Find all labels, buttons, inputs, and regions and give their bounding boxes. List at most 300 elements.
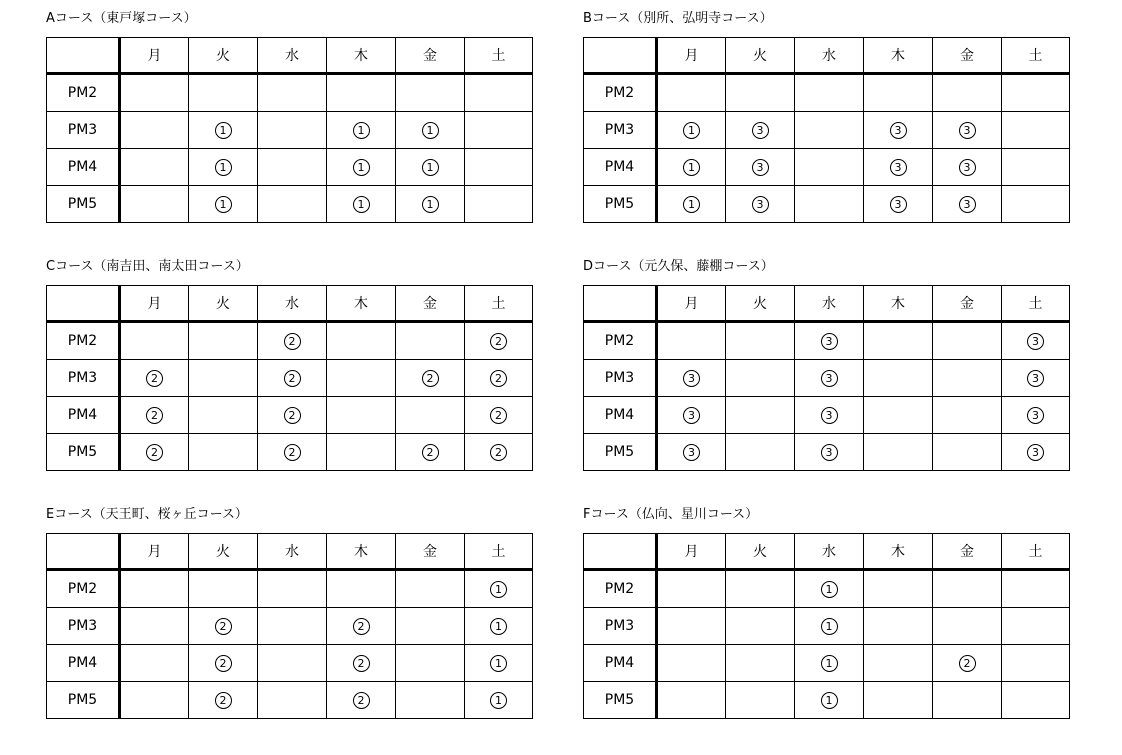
circled-number-mark: 3 [959,159,976,176]
time-label: PM3 [47,608,120,645]
day-header: 木 [327,534,396,570]
day-header: 土 [465,286,533,322]
schedule-cell [795,112,864,149]
time-label: PM2 [47,74,120,112]
schedule-cell [1002,360,1070,397]
schedule-cell [465,570,533,608]
circled-number-mark: 3 [890,122,907,139]
schedule-cell [933,434,1002,471]
schedule-cell [933,645,1002,682]
course-title: Fコース（仏向、星川コース） [583,507,759,522]
schedule-cell [465,682,533,719]
schedule-cell [795,682,864,719]
schedule-cell [657,360,726,397]
circled-number-mark: 2 [490,370,507,387]
circled-number-mark: 2 [353,655,370,672]
header-row [584,286,1070,322]
day-header: 火 [726,38,795,74]
day-header: 金 [933,38,1002,74]
day-header: 土 [1002,534,1070,570]
day-header: 火 [189,38,258,74]
schedule-cell [657,322,726,360]
schedule-cell [864,570,933,608]
day-header: 火 [726,286,795,322]
schedule-cell [1002,570,1070,608]
schedule-cell [396,74,465,112]
time-row [47,608,533,645]
time-row [584,186,1070,223]
time-row [584,682,1070,719]
circled-number-mark: 3 [959,196,976,213]
schedule-cell [933,682,1002,719]
schedule-cell [795,360,864,397]
schedule-cell [657,434,726,471]
time-label: PM3 [584,112,657,149]
time-label: PM5 [584,434,657,471]
circled-number-mark: 3 [821,407,838,424]
corner-cell [584,286,657,322]
schedule-cell [327,645,396,682]
circled-number-mark: 1 [215,122,232,139]
schedule-cell [795,570,864,608]
time-label: PM2 [584,570,657,608]
schedule-cell [258,397,327,434]
time-row [47,360,533,397]
schedule-cell [795,149,864,186]
schedule-cell [258,360,327,397]
day-header: 木 [864,534,933,570]
schedule-cell [396,322,465,360]
schedule-cell [1002,397,1070,434]
day-header: 金 [396,534,465,570]
schedule-cell [933,112,1002,149]
schedule-cell [1002,682,1070,719]
circled-number-mark: 2 [422,370,439,387]
time-row [584,645,1070,682]
schedule-cell [726,434,795,471]
circled-number-mark: 1 [821,618,838,635]
circled-number-mark: 1 [490,618,507,635]
schedule-cell [327,112,396,149]
schedule-cell [258,608,327,645]
schedule-cell [795,645,864,682]
schedule-cell [657,645,726,682]
course-title: Bコース（別所、弘明寺コース） [583,11,773,26]
schedule-cell [189,74,258,112]
day-header: 木 [864,38,933,74]
schedule-cell [120,74,189,112]
schedule-cell [933,74,1002,112]
time-row [584,322,1070,360]
schedule-cell [465,74,533,112]
circled-number-mark: 1 [490,692,507,709]
circled-number-mark: 2 [215,655,232,672]
circled-number-mark: 1 [490,581,507,598]
schedule-cell [795,434,864,471]
schedule-cell [120,149,189,186]
schedule-cell [657,74,726,112]
circled-number-mark: 1 [683,122,700,139]
circled-number-mark: 3 [821,444,838,461]
schedule-cell [933,322,1002,360]
schedule-cell [120,434,189,471]
header-row [47,286,533,322]
schedule-cell [726,112,795,149]
circled-number-mark: 3 [683,370,700,387]
circled-number-mark: 3 [1027,333,1044,350]
time-label: PM4 [584,397,657,434]
schedule-cell [189,112,258,149]
schedule-cell [465,397,533,434]
schedule-cell [864,149,933,186]
course-title: Dコース（元久保、藤棚コース） [583,259,774,274]
schedule-cell [327,74,396,112]
time-row [584,149,1070,186]
circled-number-mark: 1 [215,196,232,213]
time-row [584,112,1070,149]
schedule-cell [396,570,465,608]
course-title: Aコース（東戸塚コース） [46,11,197,26]
schedule-cell [258,322,327,360]
time-label: PM3 [584,360,657,397]
schedule-cell [657,149,726,186]
schedule-cell [258,149,327,186]
corner-cell [47,38,120,74]
time-label: PM4 [584,149,657,186]
time-label: PM4 [584,645,657,682]
day-header: 金 [396,286,465,322]
schedule-cell [189,608,258,645]
day-header: 土 [465,534,533,570]
schedule-cell [396,397,465,434]
schedule-cell [396,186,465,223]
schedule-cell [189,360,258,397]
day-header: 木 [327,38,396,74]
schedule-cell [189,397,258,434]
schedule-table [46,37,533,223]
schedule-cell [120,186,189,223]
schedule-cell [795,608,864,645]
day-header: 木 [327,286,396,322]
schedule-cell [189,186,258,223]
day-header: 火 [189,286,258,322]
day-header: 水 [258,286,327,322]
schedule-cell [120,608,189,645]
time-label: PM5 [47,434,120,471]
schedule-cell [120,397,189,434]
day-header: 水 [795,38,864,74]
header-row [47,38,533,74]
circled-number-mark: 1 [215,159,232,176]
schedule-cell [465,186,533,223]
schedule-cell [1002,149,1070,186]
corner-cell [47,286,120,322]
day-header: 土 [465,38,533,74]
schedule-cell [795,397,864,434]
schedule-cell [1002,74,1070,112]
day-header: 水 [258,38,327,74]
schedule-cell [189,645,258,682]
time-row [584,74,1070,112]
circled-number-mark: 2 [490,444,507,461]
circled-number-mark: 1 [821,655,838,672]
schedule-cell [726,74,795,112]
schedule-cell [396,112,465,149]
schedule-cell [726,322,795,360]
time-label: PM2 [584,74,657,112]
time-row [47,682,533,719]
circled-number-mark: 3 [752,122,769,139]
time-row [47,570,533,608]
circled-number-mark: 3 [1027,407,1044,424]
schedule-cell [726,186,795,223]
day-header: 月 [120,534,189,570]
schedule-cell [726,570,795,608]
circled-number-mark: 1 [353,159,370,176]
day-header: 火 [726,534,795,570]
time-row [47,322,533,360]
schedule-cell [864,112,933,149]
header-row [47,534,533,570]
schedule-cell [933,397,1002,434]
schedule-cell [258,112,327,149]
circled-number-mark: 2 [146,370,163,387]
schedule-cell [258,186,327,223]
circled-number-mark: 3 [821,333,838,350]
schedule-cell [864,360,933,397]
schedule-cell [327,434,396,471]
schedule-cell [465,112,533,149]
schedule-cell [864,397,933,434]
time-label: PM5 [584,682,657,719]
circled-number-mark: 2 [422,444,439,461]
schedule-cell [864,608,933,645]
schedule-cell [327,397,396,434]
time-label: PM2 [47,322,120,360]
time-row [584,434,1070,471]
schedule-cell [258,570,327,608]
schedule-cell [726,682,795,719]
schedule-table [583,37,1070,223]
schedule-cell [327,149,396,186]
schedule-cell [396,682,465,719]
day-header: 月 [657,38,726,74]
day-header: 金 [396,38,465,74]
day-header: 金 [933,286,1002,322]
time-label: PM5 [47,186,120,223]
circled-number-mark: 2 [284,407,301,424]
time-label: PM5 [584,186,657,223]
circled-number-mark: 1 [353,122,370,139]
circled-number-mark: 3 [752,196,769,213]
schedule-cell [120,322,189,360]
schedule-cell [657,112,726,149]
schedule-table [583,533,1070,719]
schedule-cell [933,149,1002,186]
circled-number-mark: 3 [890,196,907,213]
corner-cell [584,38,657,74]
time-row [47,74,533,112]
time-label: PM3 [584,608,657,645]
schedule-cell [465,149,533,186]
day-header: 水 [795,534,864,570]
header-row [584,534,1070,570]
schedule-cell [258,682,327,719]
circled-number-mark: 1 [683,196,700,213]
schedule-cell [120,682,189,719]
schedule-cell [189,682,258,719]
time-row [584,570,1070,608]
day-header: 火 [189,534,258,570]
circled-number-mark: 3 [959,122,976,139]
schedule-cell [864,682,933,719]
circled-number-mark: 1 [821,581,838,598]
schedule-cell [189,434,258,471]
schedule-cell [933,608,1002,645]
day-header: 月 [657,534,726,570]
circled-number-mark: 2 [353,692,370,709]
schedule-cell [1002,645,1070,682]
schedule-cell [726,608,795,645]
time-row [47,112,533,149]
circled-number-mark: 2 [284,333,301,350]
schedule-cell [1002,186,1070,223]
circled-number-mark: 2 [284,370,301,387]
schedule-cell [933,570,1002,608]
day-header: 水 [258,534,327,570]
schedule-cell [864,74,933,112]
schedule-cell [120,570,189,608]
schedule-cell [657,397,726,434]
day-header: 月 [120,286,189,322]
time-row [584,360,1070,397]
schedule-cell [657,682,726,719]
schedule-cell [795,186,864,223]
day-header: 土 [1002,38,1070,74]
circled-number-mark: 2 [146,407,163,424]
schedule-cell [864,322,933,360]
schedule-cell [657,186,726,223]
circled-number-mark: 2 [353,618,370,635]
schedule-cell [657,570,726,608]
schedule-cell [258,645,327,682]
time-label: PM2 [47,570,120,608]
circled-number-mark: 2 [959,655,976,672]
circled-number-mark: 3 [890,159,907,176]
circled-number-mark: 1 [422,159,439,176]
schedule-cell [327,186,396,223]
time-label: PM2 [584,322,657,360]
circled-number-mark: 3 [683,444,700,461]
circled-number-mark: 1 [490,655,507,672]
schedule-cell [327,682,396,719]
schedule-cell [933,186,1002,223]
schedule-cell [795,322,864,360]
corner-cell [584,534,657,570]
schedule-cell [864,434,933,471]
schedule-cell [327,322,396,360]
corner-cell [47,534,120,570]
circled-number-mark: 3 [752,159,769,176]
circled-number-mark: 2 [490,333,507,350]
time-row [47,434,533,471]
schedule-cell [465,645,533,682]
schedule-cell [258,434,327,471]
circled-number-mark: 3 [683,407,700,424]
schedule-cell [795,74,864,112]
day-header: 月 [657,286,726,322]
circled-number-mark: 2 [146,444,163,461]
time-label: PM3 [47,112,120,149]
schedule-cell [657,608,726,645]
day-header: 木 [864,286,933,322]
schedule-cell [864,186,933,223]
day-header: 水 [795,286,864,322]
schedule-cell [1002,608,1070,645]
schedule-cell [465,322,533,360]
circled-number-mark: 1 [422,122,439,139]
schedule-cell [1002,322,1070,360]
time-row [47,397,533,434]
schedule-table [46,533,533,719]
circled-number-mark: 1 [821,692,838,709]
schedule-cell [726,397,795,434]
schedule-cell [465,360,533,397]
schedule-cell [465,434,533,471]
circled-number-mark: 3 [1027,444,1044,461]
schedule-cell [396,149,465,186]
schedule-cell [327,608,396,645]
time-row [47,186,533,223]
circled-number-mark: 2 [215,692,232,709]
schedule-cell [1002,434,1070,471]
schedule-cell [933,360,1002,397]
time-label: PM4 [47,397,120,434]
time-row [584,608,1070,645]
time-label: PM5 [47,682,120,719]
day-header: 月 [120,38,189,74]
schedule-cell [327,570,396,608]
schedule-cell [189,322,258,360]
schedule-cell [396,360,465,397]
time-label: PM3 [47,360,120,397]
schedule-cell [258,74,327,112]
circled-number-mark: 2 [284,444,301,461]
day-header: 土 [1002,286,1070,322]
schedule-cell [189,149,258,186]
time-row [584,397,1070,434]
schedule-cell [726,360,795,397]
schedule-cell [1002,112,1070,149]
course-title: Cコース（南吉田、南太田コース） [46,259,249,274]
circled-number-mark: 2 [215,618,232,635]
circled-number-mark: 1 [422,196,439,213]
circled-number-mark: 3 [1027,370,1044,387]
schedule-cell [864,645,933,682]
circled-number-mark: 2 [490,407,507,424]
day-header: 金 [933,534,1002,570]
schedule-cell [396,434,465,471]
schedule-cell [396,608,465,645]
circled-number-mark: 1 [683,159,700,176]
time-label: PM4 [47,645,120,682]
schedule-cell [327,360,396,397]
schedule-cell [120,645,189,682]
circled-number-mark: 1 [353,196,370,213]
schedule-cell [120,112,189,149]
time-row [47,645,533,682]
schedule-cell [726,645,795,682]
